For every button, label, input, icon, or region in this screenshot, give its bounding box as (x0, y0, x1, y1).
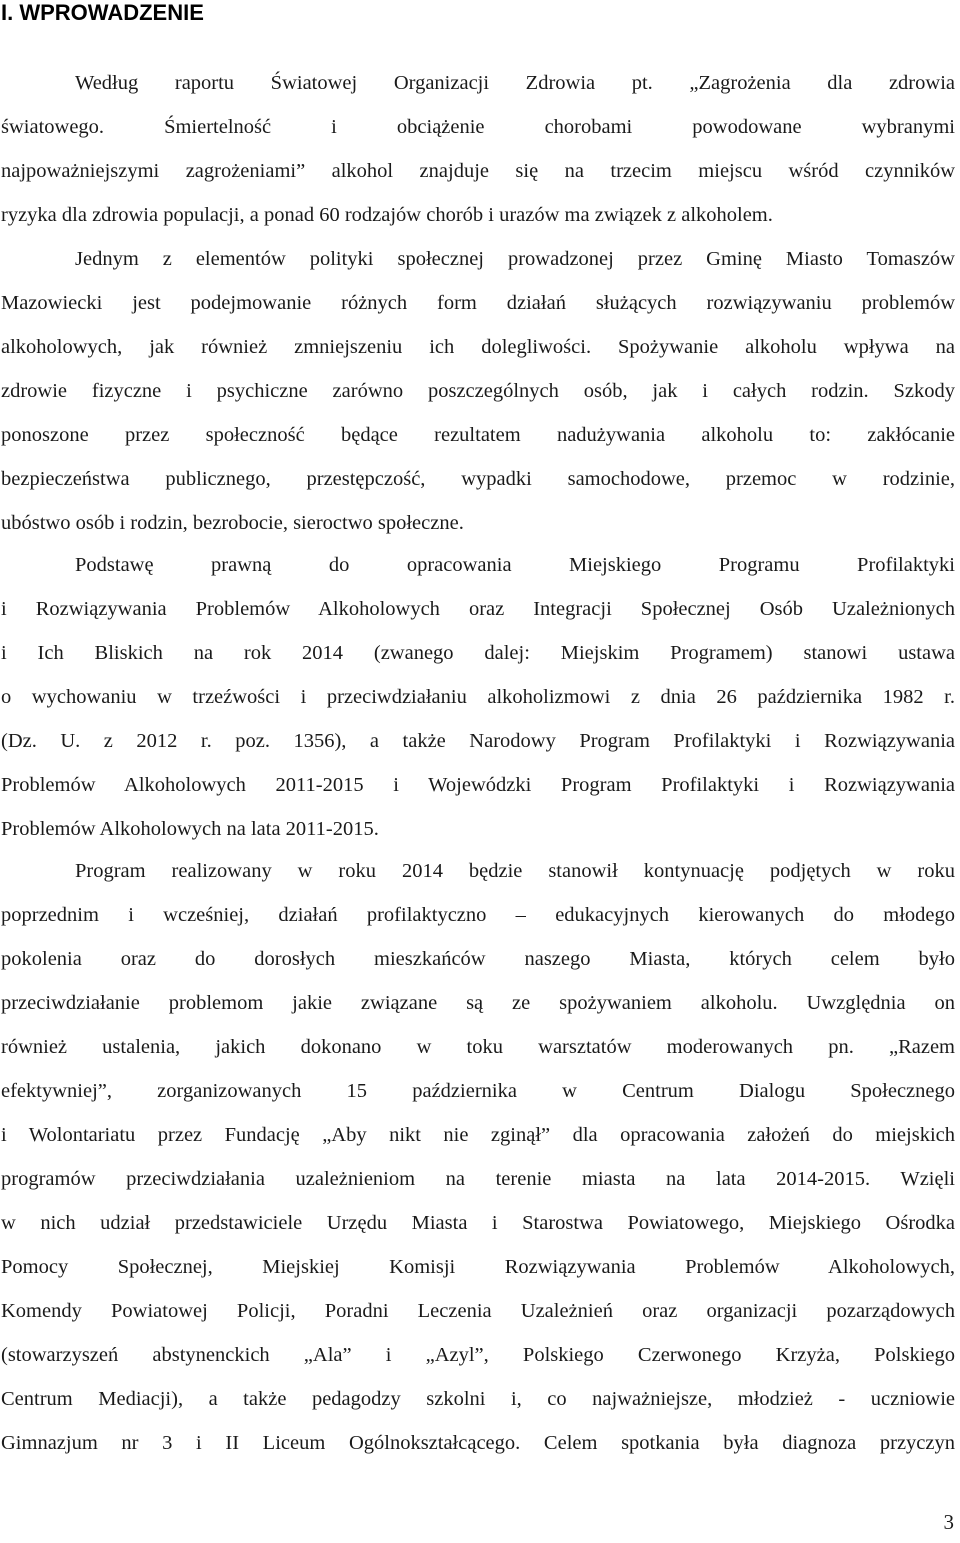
text-line: Gimnazjum nr 3 i II Liceum Ogólnokształcącego. Celem spotkania była diagnoza przyczyn (1, 1432, 955, 1454)
text-line: Centrum Mediacji), a także pedagodzy szkolni i, co najważniejsze, młodzież - uczniowie (1, 1388, 955, 1410)
text-line: (stowarzyszeń abstynenckich „Ala” i „Azyl”, Polskiego Czerwonego Krzyża, Polskiego (1, 1344, 955, 1366)
text-line: Według raportu Światowej Organizacji Zdrowia pt. „Zagrożenia dla zdrowia (75, 72, 955, 94)
text-line: w nich udział przedstawiciele Urzędu Miasta i Starostwa Powiatowego, Miejskiego Ośrodka (1, 1212, 955, 1234)
text-line: światowego. Śmiertelność i obciążenie chorobami powodowane wybranymi (1, 116, 955, 138)
text-line: (Dz. U. z 2012 r. poz. 1356), a także Narodowy Program Profilaktyki i Rozwiązywania (1, 730, 955, 752)
text-line: Podstawę prawną do opracowania Miejskiego Programu Profilaktyki (75, 554, 955, 576)
text-line: Mazowiecki jest podejmowanie różnych form działań służących rozwiązywaniu problemów (1, 292, 955, 314)
text-line: Problemów Alkoholowych na lata 2011-2015. (1, 818, 379, 840)
text-line: ubóstwo osób i rodzin, bezrobocie, sieroctwo społeczne. (1, 512, 464, 534)
text-line: i Wolontariatu przez Fundację „Aby nikt nie zginął” dla opracowania założeń do miejskich (1, 1124, 955, 1146)
text-line: pokolenia oraz do dorosłych mieszkańców naszego Miasta, których celem było (1, 948, 955, 970)
text-line: Jednym z elementów polityki społecznej prowadzonej przez Gminę Miasto Tomaszów (75, 248, 955, 270)
text-line: najpoważniejszymi zagrożeniami” alkohol znajduje się na trzecim miejscu wśród czynników (1, 160, 955, 182)
text-line: przeciwdziałanie problemom jakie związane są ze spożywaniem alkoholu. Uwzględnia on (1, 992, 955, 1014)
text-line: Pomocy Społecznej, Miejskiej Komisji Rozwiązywania Problemów Alkoholowych, (1, 1256, 955, 1278)
section-heading: I. WPROWADZENIE (1, 0, 204, 25)
text-line: również ustalenia, jakich dokonano w toku warsztatów moderowanych pn. „Razem (1, 1036, 955, 1058)
text-line: Program realizowany w roku 2014 będzie stanowił kontynuację podjętych w roku (75, 860, 955, 882)
text-line: ryzyka dla zdrowia populacji, a ponad 60 rodzajów chorób i urazów ma związek z alkoholem. (1, 204, 773, 226)
text-line: poprzednim i wcześniej, działań profilaktyczno – edukacyjnych kierowanych do młodego (1, 904, 955, 926)
text-line: i Ich Bliskich na rok 2014 (zwanego dalej: Miejskim Programem) stanowi ustawa (1, 642, 955, 664)
text-line: i Rozwiązywania Problemów Alkoholowych oraz Integracji Społecznej Osób Uzależnionych (1, 598, 955, 620)
text-line: bezpieczeństwa publicznego, przestępczość, wypadki samochodowe, przemoc w rodzinie, (1, 468, 955, 490)
page-number: 3 (943, 1510, 954, 1534)
text-line: alkoholowych, jak również zmniejszeniu ich dolegliwości. Spożywanie alkoholu wpływa na (1, 336, 955, 358)
text-line: ponoszone przez społeczność będące rezultatem nadużywania alkoholu to: zakłócanie (1, 424, 955, 446)
text-line: Problemów Alkoholowych 2011-2015 i Wojewódzki Program Profilaktyki i Rozwiązywania (1, 774, 955, 796)
text-line: programów przeciwdziałania uzależnieniom na terenie miasta na lata 2014-2015. Wzięli (1, 1168, 955, 1190)
text-line: efektywniej”, zorganizowanych 15 października w Centrum Dialogu Społecznego (1, 1080, 955, 1102)
text-line: zdrowie fizyczne i psychiczne zarówno poszczególnych osób, jak i całych rodzin. Szkody (1, 380, 955, 402)
text-line: Komendy Powiatowej Policji, Poradni Leczenia Uzależnień oraz organizacji pozarządowych (1, 1300, 955, 1322)
text-line: o wychowaniu w trzeźwości i przeciwdziałaniu alkoholizmowi z dnia 26 października 1982 r. (1, 686, 955, 708)
